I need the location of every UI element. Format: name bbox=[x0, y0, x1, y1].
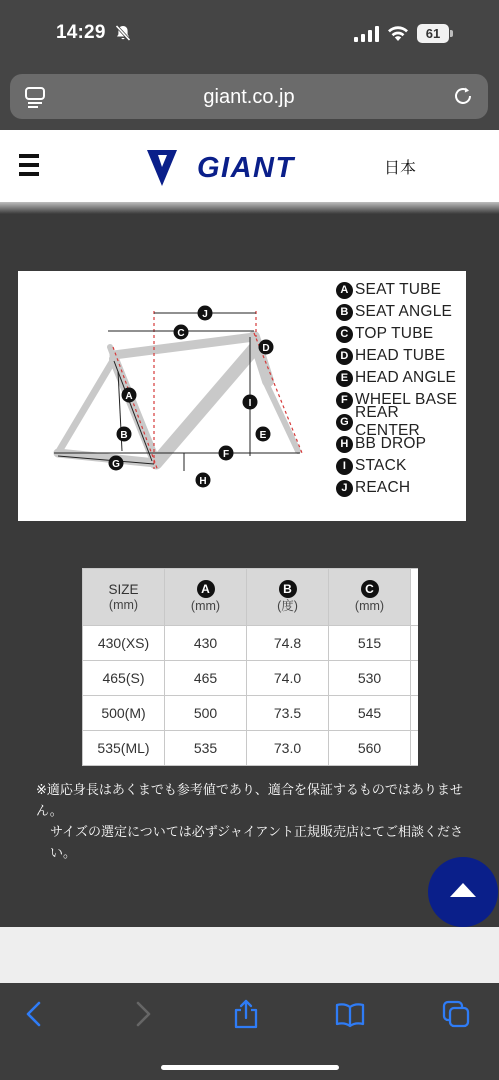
cell-a: 430 bbox=[165, 626, 247, 661]
diagram-label-d: D bbox=[262, 343, 270, 354]
back-icon[interactable] bbox=[20, 998, 50, 1030]
legend-badge-e: E bbox=[336, 370, 353, 387]
share-icon[interactable] bbox=[231, 998, 261, 1030]
cell-cut-off bbox=[411, 661, 418, 696]
header-a-unit: (mm) bbox=[190, 599, 221, 613]
cell-cut-off bbox=[411, 626, 418, 661]
diagram-label-b: B bbox=[120, 430, 128, 441]
cell-c: 530 bbox=[329, 661, 411, 696]
legend-badge-f: F bbox=[336, 392, 353, 409]
forward-icon[interactable] bbox=[127, 998, 157, 1030]
cell-size: 465(S) bbox=[83, 661, 165, 696]
legend-label: HEAD ANGLE bbox=[355, 369, 457, 386]
cell-b: 74.8 bbox=[247, 626, 329, 661]
header-a bbox=[165, 569, 247, 626]
diagram-label-i: I bbox=[248, 398, 252, 409]
cell-c: 560 bbox=[329, 731, 411, 766]
cell-cut-off bbox=[411, 696, 418, 731]
battery-nub bbox=[450, 30, 453, 37]
header-b-badge: B bbox=[279, 580, 297, 598]
legend-label: SEAT TUBE bbox=[355, 281, 442, 298]
cell-b: 74.0 bbox=[247, 661, 329, 696]
header-size-label: SIZE bbox=[108, 581, 139, 597]
tabs-icon[interactable] bbox=[441, 998, 471, 1030]
cell-cut-off bbox=[411, 731, 418, 766]
table-header-row bbox=[83, 569, 418, 626]
header-cut-off-column bbox=[411, 569, 418, 626]
region-selector[interactable]: 日本 bbox=[384, 160, 417, 177]
geometry-legend bbox=[336, 279, 466, 499]
browser-address-area bbox=[0, 66, 499, 130]
diagram-label-c: C bbox=[177, 328, 185, 339]
diagram-label-h: H bbox=[199, 476, 207, 487]
giant-logo[interactable] bbox=[145, 144, 350, 188]
size-note bbox=[36, 779, 466, 863]
address-bar[interactable] bbox=[10, 74, 488, 119]
hamburger-menu-icon[interactable] bbox=[19, 154, 39, 176]
note-line-2: サイズの選定については必ずジャイアント正規販売店にてご相談ください。 bbox=[50, 824, 464, 860]
diagram-label-f: F bbox=[222, 449, 230, 460]
legend-label: STACK bbox=[355, 457, 407, 474]
header-c bbox=[329, 569, 411, 626]
page-lower-section bbox=[0, 927, 499, 983]
cell-b: 73.0 bbox=[247, 731, 329, 766]
dashed-guides bbox=[113, 311, 302, 471]
legend-badge-d: D bbox=[336, 348, 353, 365]
arrow-up-icon bbox=[450, 883, 476, 897]
legend-item-head-angle bbox=[336, 367, 466, 389]
header-c-unit: (mm) bbox=[354, 599, 385, 613]
legend-badge-c: C bbox=[336, 326, 353, 343]
header-c-badge: C bbox=[361, 580, 379, 598]
logo-text: GIANT bbox=[197, 152, 295, 184]
legend-item-stack bbox=[336, 455, 466, 477]
note-line-1: ※適応身長はあくまでも参考値であり、適合を保証するものではありません。 bbox=[36, 782, 463, 818]
legend-label: BB DROP bbox=[355, 435, 427, 452]
table-row bbox=[83, 731, 418, 766]
cell-size: 430(XS) bbox=[83, 626, 165, 661]
bike-frame-diagram bbox=[18, 271, 328, 521]
legend-label: REAR CENTER bbox=[355, 404, 420, 439]
size-geometry-table[interactable] bbox=[82, 568, 418, 766]
scroll-to-top-button[interactable] bbox=[428, 857, 498, 927]
battery-level: 61 bbox=[417, 24, 449, 43]
table-row bbox=[83, 626, 418, 661]
legend-item-top-tube bbox=[336, 323, 466, 345]
battery-indicator bbox=[417, 24, 453, 43]
header-b-unit: (度) bbox=[277, 599, 298, 613]
legend-badge-b: B bbox=[336, 304, 353, 321]
legend-badge-a: A bbox=[336, 282, 353, 299]
cell-b: 73.5 bbox=[247, 696, 329, 731]
cell-c: 545 bbox=[329, 696, 411, 731]
bookmarks-icon[interactable] bbox=[335, 998, 365, 1030]
cell-c: 515 bbox=[329, 626, 411, 661]
legend-item-seat-tube bbox=[336, 279, 466, 301]
status-time: 14:29 bbox=[56, 22, 106, 43]
diagram-label-a: A bbox=[125, 391, 133, 402]
table-row bbox=[83, 696, 418, 731]
legend-label: SEAT ANGLE bbox=[355, 303, 453, 320]
cell-a: 465 bbox=[165, 661, 247, 696]
legend-label: TOP TUBE bbox=[355, 325, 434, 342]
legend-item-rear-center bbox=[336, 404, 466, 439]
url-text[interactable]: giant.co.jp bbox=[203, 86, 295, 108]
legend-item-seat-angle bbox=[336, 301, 466, 323]
header-size bbox=[83, 569, 165, 626]
cell-size: 500(M) bbox=[83, 696, 165, 731]
cell-size: 535(ML) bbox=[83, 731, 165, 766]
legend-badge-h: H bbox=[336, 436, 353, 453]
legend-label: HEAD TUBE bbox=[355, 347, 446, 364]
legend-badge-g: G bbox=[336, 414, 353, 431]
header-a-badge: A bbox=[197, 580, 215, 598]
cell-a: 535 bbox=[165, 731, 247, 766]
table-row bbox=[83, 661, 418, 696]
frame-silhouette bbox=[58, 337, 298, 463]
diagram-label-j: J bbox=[202, 309, 208, 320]
legend-item-reach bbox=[336, 477, 466, 499]
home-indicator bbox=[161, 1065, 339, 1070]
cell-a: 500 bbox=[165, 696, 247, 731]
cellular-signal-icon bbox=[354, 26, 380, 42]
header-shadow bbox=[0, 202, 499, 214]
diagram-label-e: E bbox=[259, 430, 267, 441]
wifi-icon bbox=[386, 24, 410, 42]
site-header bbox=[0, 130, 499, 202]
geometry-diagram-panel bbox=[18, 271, 466, 521]
status-bar bbox=[0, 0, 499, 66]
reload-icon[interactable] bbox=[452, 85, 474, 107]
legend-label: WHEEL BASE bbox=[355, 391, 458, 408]
legend-badge-i: I bbox=[336, 458, 353, 475]
header-size-unit: (mm) bbox=[108, 597, 139, 612]
legend-badge-j: J bbox=[336, 480, 353, 497]
legend-item-head-tube bbox=[336, 345, 466, 367]
header-b bbox=[247, 569, 329, 626]
legend-label: REACH bbox=[355, 479, 411, 496]
diagram-label-g: G bbox=[112, 459, 120, 470]
bell-muted-icon bbox=[114, 24, 132, 42]
